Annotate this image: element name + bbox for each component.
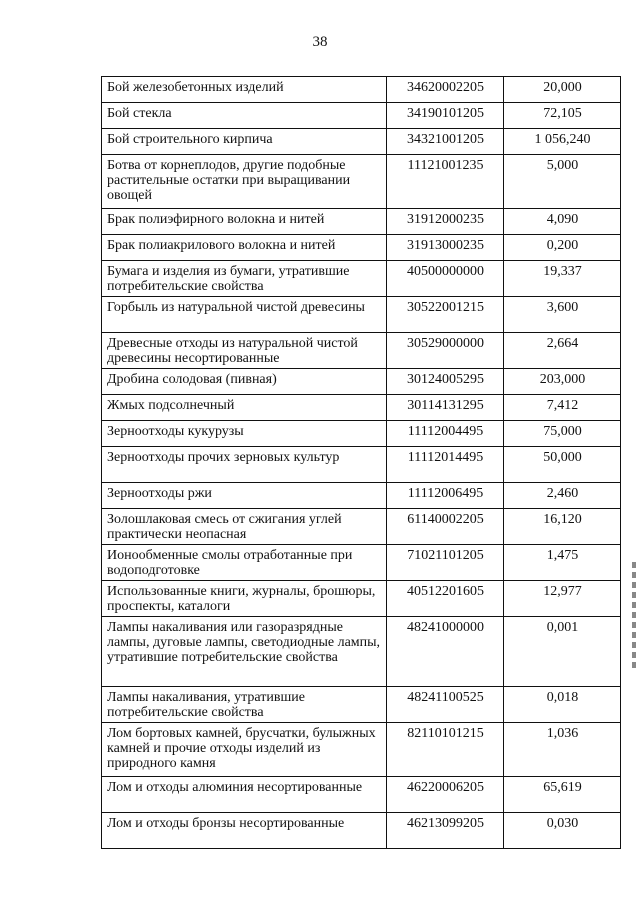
- table-row: [102, 687, 621, 723]
- waste-code-cell: 11112014495: [387, 447, 504, 483]
- waste-name-cell: Бой строительного кирпича: [102, 129, 387, 155]
- waste-code-cell: 61140002205: [387, 509, 504, 545]
- waste-name-cell: Использованные книги, журналы, брошюры, проспекты, каталоги: [102, 581, 387, 617]
- waste-code-cell: 48241000000: [387, 617, 504, 687]
- table-row: [102, 395, 621, 421]
- table-row: [102, 617, 621, 687]
- waste-code-cell: 30522001215: [387, 297, 504, 333]
- waste-code-cell: 31912000235: [387, 209, 504, 235]
- waste-mass-cell: 75,000: [504, 421, 621, 447]
- waste-name-cell: Бой стекла: [102, 103, 387, 129]
- table-row: [102, 421, 621, 447]
- waste-code-cell: 46220006205: [387, 777, 504, 813]
- waste-code-cell: 11121001235: [387, 155, 504, 209]
- waste-mass-cell: 203,000: [504, 369, 621, 395]
- waste-mass-cell: 19,337: [504, 261, 621, 297]
- waste-table-body: [102, 77, 621, 849]
- waste-name-cell: Ионообменные смолы отработанные при водоподготовке: [102, 545, 387, 581]
- waste-code-cell: 11112004495: [387, 421, 504, 447]
- waste-code-cell: 30529000000: [387, 333, 504, 369]
- table-row: [102, 155, 621, 209]
- waste-name-cell: Дробина солодовая (пивная): [102, 369, 387, 395]
- table-row: [102, 483, 621, 509]
- table-row: [102, 545, 621, 581]
- waste-name-cell: Брак полиэфирного волокна и нитей: [102, 209, 387, 235]
- waste-name-cell: Лом бортовых камней, брусчатки, булыжных камней и прочие отходы изделий из природного камня: [102, 723, 387, 777]
- waste-name-cell: Зерноотходы ржи: [102, 483, 387, 509]
- waste-table: [101, 76, 621, 849]
- waste-mass-cell: 1 056,240: [504, 129, 621, 155]
- waste-mass-cell: 20,000: [504, 77, 621, 103]
- scan-edge-marks: [632, 562, 636, 672]
- table-row: [102, 235, 621, 261]
- waste-mass-cell: 4,090: [504, 209, 621, 235]
- waste-name-cell: Лампы накаливания, утратившие потребительские свойства: [102, 687, 387, 723]
- waste-mass-cell: 16,120: [504, 509, 621, 545]
- waste-code-cell: 30124005295: [387, 369, 504, 395]
- table-row: [102, 261, 621, 297]
- table-row: [102, 369, 621, 395]
- waste-name-cell: Ботва от корнеплодов, другие подобные растительные остатки при выращивании овощей: [102, 155, 387, 209]
- waste-mass-cell: 72,105: [504, 103, 621, 129]
- waste-name-cell: Бумага и изделия из бумаги, утратившие потребительские свойства: [102, 261, 387, 297]
- waste-code-cell: 34321001205: [387, 129, 504, 155]
- waste-mass-cell: 50,000: [504, 447, 621, 483]
- waste-name-cell: Лом и отходы бронзы несортированные: [102, 813, 387, 849]
- table-row: [102, 77, 621, 103]
- waste-name-cell: Золошлаковая смесь от сжигания углей практически неопасная: [102, 509, 387, 545]
- page-number: 38: [312, 34, 328, 50]
- waste-name-cell: Горбыль из натуральной чистой древесины: [102, 297, 387, 333]
- waste-code-cell: 34620002205: [387, 77, 504, 103]
- table-row: [102, 581, 621, 617]
- table-row: [102, 723, 621, 777]
- waste-mass-cell: 2,664: [504, 333, 621, 369]
- waste-code-cell: 82110101215: [387, 723, 504, 777]
- waste-mass-cell: 0,018: [504, 687, 621, 723]
- waste-code-cell: 48241100525: [387, 687, 504, 723]
- waste-mass-cell: 1,475: [504, 545, 621, 581]
- table-row: [102, 447, 621, 483]
- waste-name-cell: Зерноотходы прочих зерновых культур: [102, 447, 387, 483]
- waste-mass-cell: 0,200: [504, 235, 621, 261]
- waste-mass-cell: 0,001: [504, 617, 621, 687]
- waste-name-cell: Лом и отходы алюминия несортированные: [102, 777, 387, 813]
- waste-mass-cell: 1,036: [504, 723, 621, 777]
- waste-name-cell: Брак полиакрилового волокна и нитей: [102, 235, 387, 261]
- table-row: [102, 813, 621, 849]
- table-row: [102, 103, 621, 129]
- waste-name-cell: Бой железобетонных изделий: [102, 77, 387, 103]
- waste-code-cell: 40512201605: [387, 581, 504, 617]
- table-row: [102, 777, 621, 813]
- waste-mass-cell: 0,030: [504, 813, 621, 849]
- waste-code-cell: 31913000235: [387, 235, 504, 261]
- waste-name-cell: Зерноотходы кукурузы: [102, 421, 387, 447]
- table-row: [102, 209, 621, 235]
- waste-code-cell: 71021101205: [387, 545, 504, 581]
- waste-name-cell: Жмых подсолнечный: [102, 395, 387, 421]
- waste-code-cell: 34190101205: [387, 103, 504, 129]
- waste-code-cell: 30114131295: [387, 395, 504, 421]
- waste-code-cell: 46213099205: [387, 813, 504, 849]
- waste-mass-cell: 2,460: [504, 483, 621, 509]
- waste-mass-cell: 5,000: [504, 155, 621, 209]
- waste-code-cell: 11112006495: [387, 483, 504, 509]
- table-row: [102, 297, 621, 333]
- table-row: [102, 333, 621, 369]
- waste-name-cell: Лампы накаливания или газоразрядные лампы, дуговые лампы, светодиодные лампы, утратившие потребительские свойства: [102, 617, 387, 687]
- table-row: [102, 129, 621, 155]
- waste-mass-cell: 12,977: [504, 581, 621, 617]
- waste-name-cell: Древесные отходы из натуральной чистой древесины несортированные: [102, 333, 387, 369]
- waste-code-cell: 40500000000: [387, 261, 504, 297]
- waste-mass-cell: 3,600: [504, 297, 621, 333]
- waste-mass-cell: 65,619: [504, 777, 621, 813]
- waste-mass-cell: 7,412: [504, 395, 621, 421]
- table-row: [102, 509, 621, 545]
